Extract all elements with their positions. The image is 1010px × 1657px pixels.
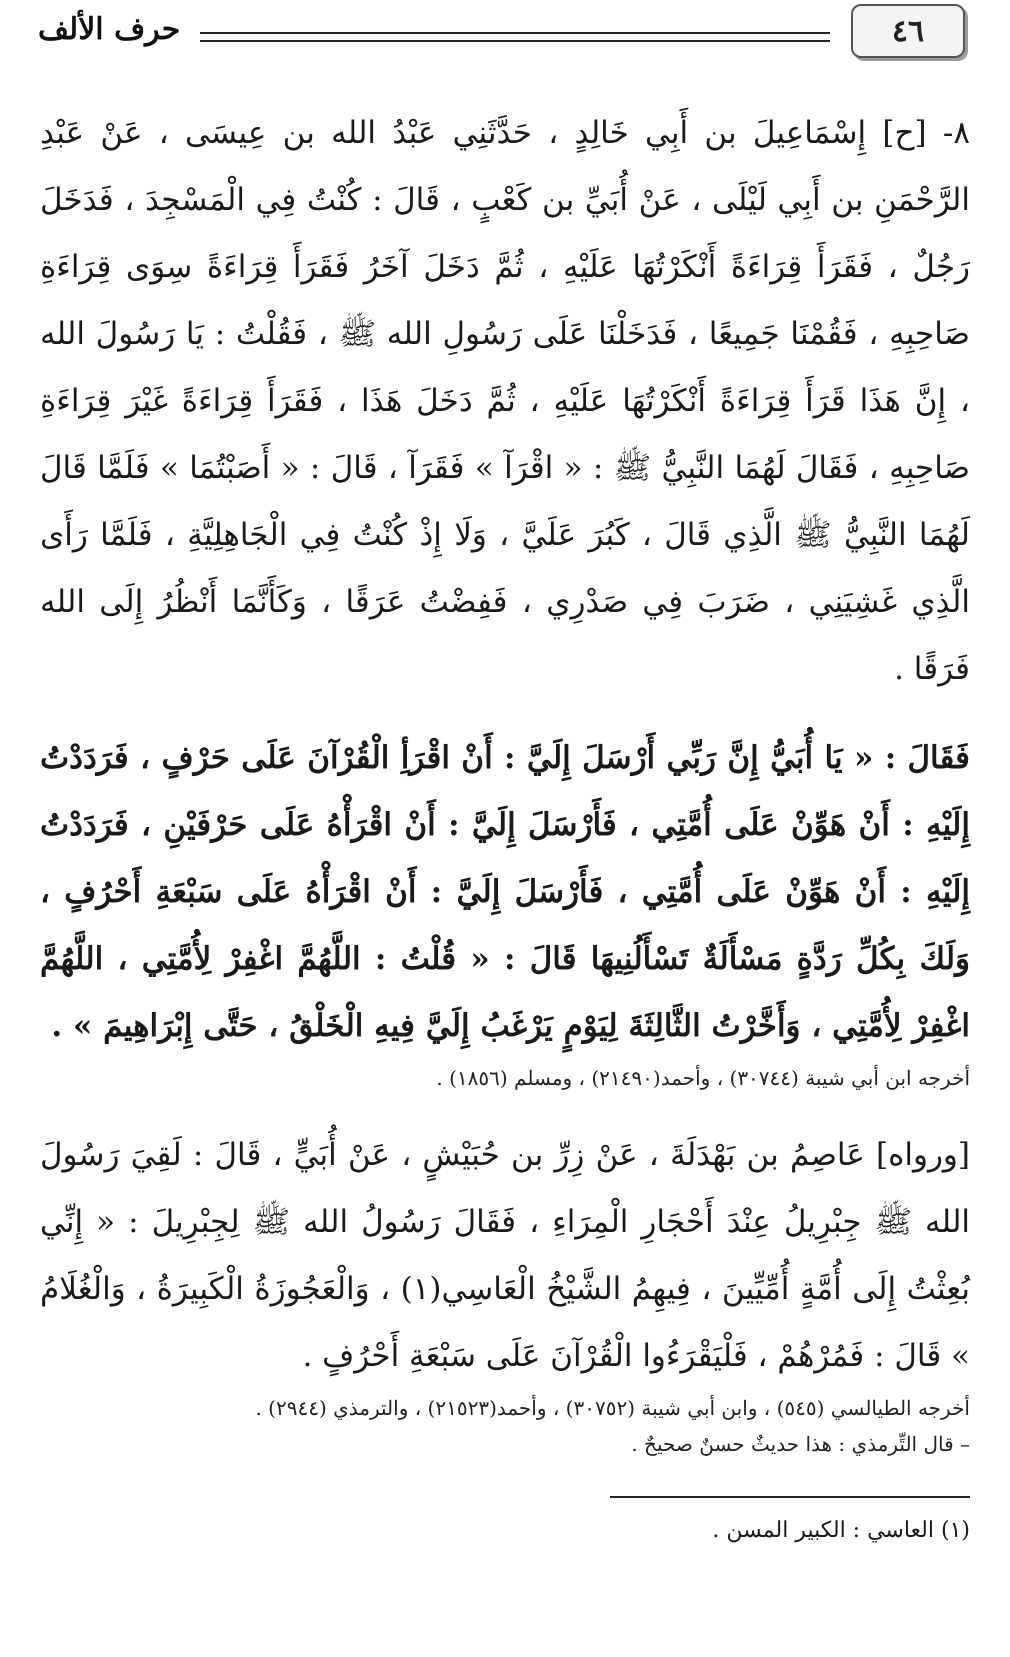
page-number: ٤٦ [891,13,925,49]
page-header [0,0,1010,70]
chapter-title: حرف الألف [38,12,181,47]
page-number-box [851,4,965,58]
tirmidhi-note: – قال التِّرمذي : هذا حديثٌ حسنٌ صحيحٌ . [631,1432,970,1456]
hadith-9-source: أخرجه الطيالسي (٥٤٥) ، وابن أبي شيبة (٣٠٧٥٢) ، وأحمد(٢١٥٢٣) ، والترمذي (٢٩٤٤) . [255,1396,970,1420]
hadith-9-narration: [ورواه] عَاصِمُ بن بَهْدَلَةَ ، عَنْ زِرِّ بن حُبَيْشٍ ، عَنْ أُبَيٍّ ، قَالَ : لَقِيَ رَسُولَ الله ﷺ جِبْرِيلُ عِنْدَ أَحْجَارِ الْمِرَاءِ ، فَقَالَ رَسُولُ الله ﷺ لِجِبْرِيلَ : « إِنِّي بُعِثْتُ إِلَى أُمَّةٍ أُمِّيِّينَ ، فِيهِمُ الشَّيْخُ الْعَاسِي(١) ، وَالْعَجُوزَةُ الْكَبِيرَةُ ، وَالْغُلَامُ » قَالَ : فَمُرْهُمْ ، فَلْيَقْرَءُوا الْقُرْآنَ عَلَى سَبْعَةِ أَحْرُفٍ . [40,1137,970,1374]
page-body [40,100,970,1548]
header-rule [200,32,830,42]
hadith-8-narration: ٨- [ح] إِسْمَاعِيلَ بن أَبِي خَالِدٍ ، حَدَّثَنِي عَبْدُ الله بن عِيسَى ، عَنْ عَبْدِ الرَّحْمَنِ بن أَبِي لَيْلَى ، عَنْ أُبَيِّ بن كَعْبٍ ، قَالَ : كُنْتُ فِي الْمَسْجِدَ ، فَدَخَلَ رَجُلٌ ، فَقَرَأَ قِرَاءَةً أَنْكَرْتُهَا عَلَيْهِ ، ثُمَّ دَخَلَ آخَرُ فَقَرَأَ قِرَاءَةً سِوَى قِرَاءَةِ صَاحِبِهِ ، فَقُمْنَا جَمِيعًا ، فَدَخَلْنَا عَلَى رَسُولِ الله ﷺ ، فَقُلْتُ : يَا رَسُولَ الله ، إِنَّ هَذَا قَرَأَ قِرَاءَةً أَنْكَرْتُهَا عَلَيْهِ ، ثُمَّ دَخَلَ هَذَا ، فَقَرَأَ قِرَاءَةً غَيْرَ قِرَاءَةِ صَاحِبِهِ ، فَقَالَ لَهُمَا النَّبِيُّ ﷺ : « اقْرَآ » فَقَرَآ ، قَالَ : « أَصَبْتُمَا » فَلَمَّا قَالَ لَهُمَا النَّبِيُّ ﷺ الَّذِي قَالَ ، كَبُرَ عَلَيَّ ، وَلَا إِذْ كُنْتُ فِي الْجَاهِلِيَّةِ ، فَلَمَّا رَأَى الَّذِي غَشِيَنِي ، ضَرَبَ فِي صَدْرِي ، فَفِضْتُ عَرَقًا ، وَكَأَنَّمَا أَنْظُرُ إِلَى الله فَرَقًا . [40,115,970,687]
hadith-8-prophet-speech: فَقَالَ : « يَا أُبَيُّ إِنَّ رَبِّي أَرْسَلَ إِلَيَّ : أَنْ اقْرَأِ الْقُرْآنَ عَلَى حَرْفٍ ، فَرَدَدْتُ إِلَيْهِ : أَنْ هَوِّنْ عَلَى أُمَّتِي ، فَأَرْسَلَ إِلَيَّ : أَنْ اقْرَأْهُ عَلَى حَرْفَيْنِ ، فَرَدَدْتُ إِلَيْهِ : أَنْ هَوِّنْ عَلَى أُمَّتِي ، فَأَرْسَلَ إِلَيَّ : أَنْ اقْرَأْهُ عَلَى سَبْعَةِ أَحْرُفٍ ، وَلَكَ بِكُلِّ رَدَّةٍ مَسْأَلَةٌ تَسْأَلُنِيهَا قَالَ : « قُلْتُ : اللَّهُمَّ اغْفِرْ لِأُمَّتِي ، اللَّهُمَّ اغْفِرْ لِأُمَّتِي ، وَأَخَّرْتُ الثَّالِثَةَ لِيَوْمٍ يَرْغَبُ إِلَيَّ فِيهِ الْخَلْقُ ، حَتَّى إِبْرَاهِيمَ » . [40,740,970,1044]
hadith-8-source: أخرجه ابن أبي شيبة (٣٠٧٤٤) ، وأحمد(٢١٤٩٠) ، ومسلم (١٨٥٦) . [436,1066,970,1090]
footnote: (١) العاسي : الكبير المسن . [712,1518,970,1543]
footnote-rule [610,1496,970,1498]
